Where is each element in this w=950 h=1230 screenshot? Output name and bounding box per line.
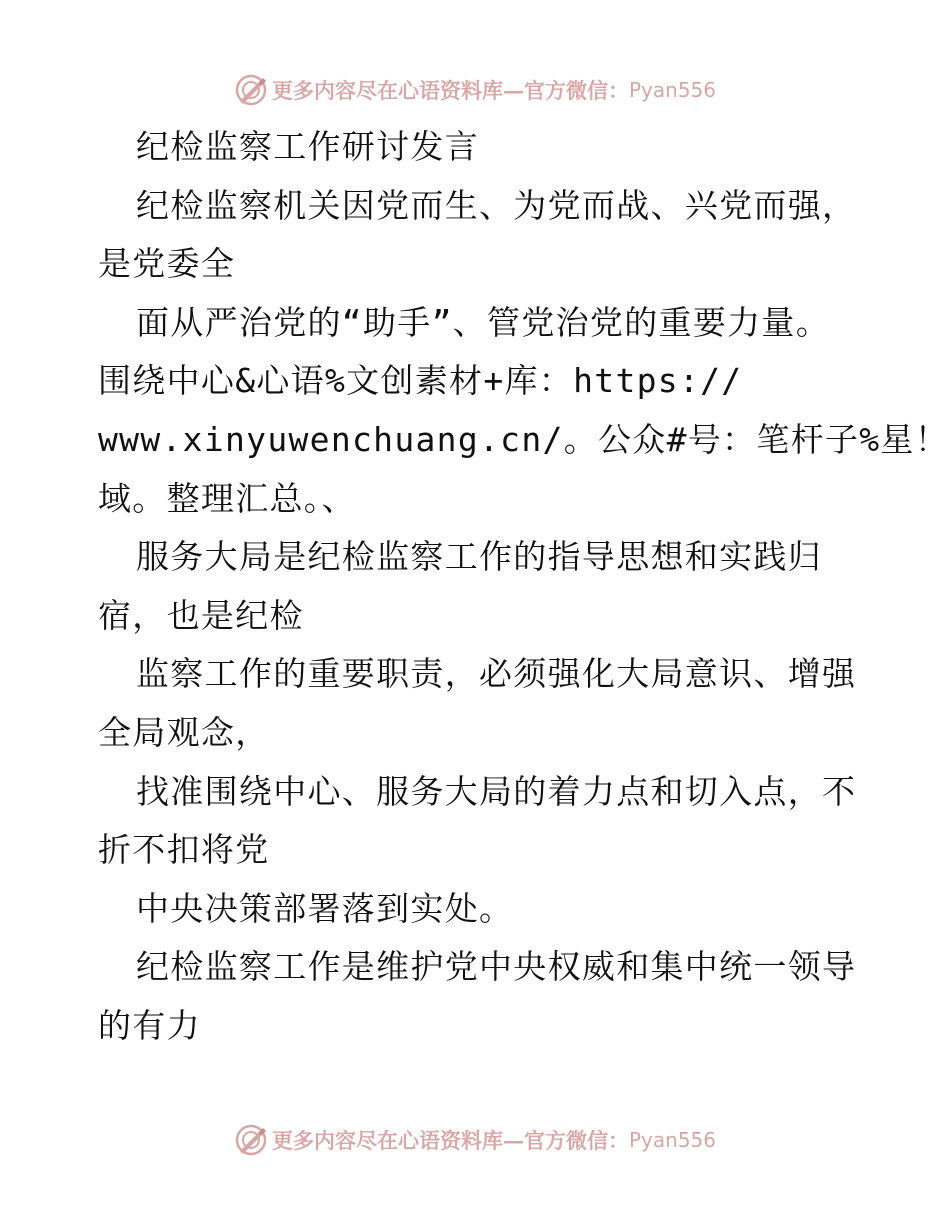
document-line: 监察工作的重要职责，必须强化大局意识、增强 — [136, 654, 857, 694]
watermark-brand: 更多内容尽在心语资料库 — [271, 1128, 503, 1153]
watermark-account: Pyan556 — [628, 1128, 716, 1152]
header-watermark — [0, 70, 950, 110]
document-line: 围绕中心&心语%文创素材+库：https:// — [98, 361, 743, 401]
footer-watermark — [0, 1120, 950, 1160]
document-line: 找准围绕中心、服务大局的着力点和切入点，不 — [136, 771, 857, 811]
document-line: 是党委全 — [98, 244, 236, 284]
document-line: 的有力 — [98, 1005, 201, 1045]
watermark-dash: — — [502, 1127, 524, 1153]
watermark-brand: 更多内容尽在心语资料库 — [271, 78, 503, 103]
watermark-dash: — — [502, 77, 524, 103]
document-line: 服务大局是纪检监察工作的指导思想和实践归 — [136, 537, 822, 577]
watermark-account: Pyan556 — [628, 78, 716, 102]
document-line: 全局观念， — [98, 712, 270, 752]
watermark-label: 官方微信： — [523, 78, 629, 103]
document-line: 纪检监察机关因党而生、为党而战、兴党而强， — [136, 185, 857, 225]
document-line: 纪检监察工作是维护党中央权威和集中统一领导 — [136, 947, 857, 987]
document-line: 宿，也是纪检 — [98, 595, 304, 635]
document-line: 中央决策部署落到实处。 — [136, 888, 514, 928]
pen-logo-icon — [234, 1123, 268, 1157]
watermark-label: 官方微信： — [523, 1128, 629, 1153]
document-line: 面从严治党的“助手”、管党治党的重要力量。 — [136, 302, 831, 342]
document-line: www.xinyuwenchuang.cn/。公众#号：笔杆子%星！ — [98, 419, 950, 459]
document-body — [98, 118, 950, 1056]
document-line: 纪检监察工作研讨发言 — [136, 127, 479, 166]
document-line: 域。整理汇总。、 — [98, 478, 356, 518]
pen-logo-icon — [234, 73, 268, 107]
document-line: 折不扣将党 — [98, 830, 270, 870]
